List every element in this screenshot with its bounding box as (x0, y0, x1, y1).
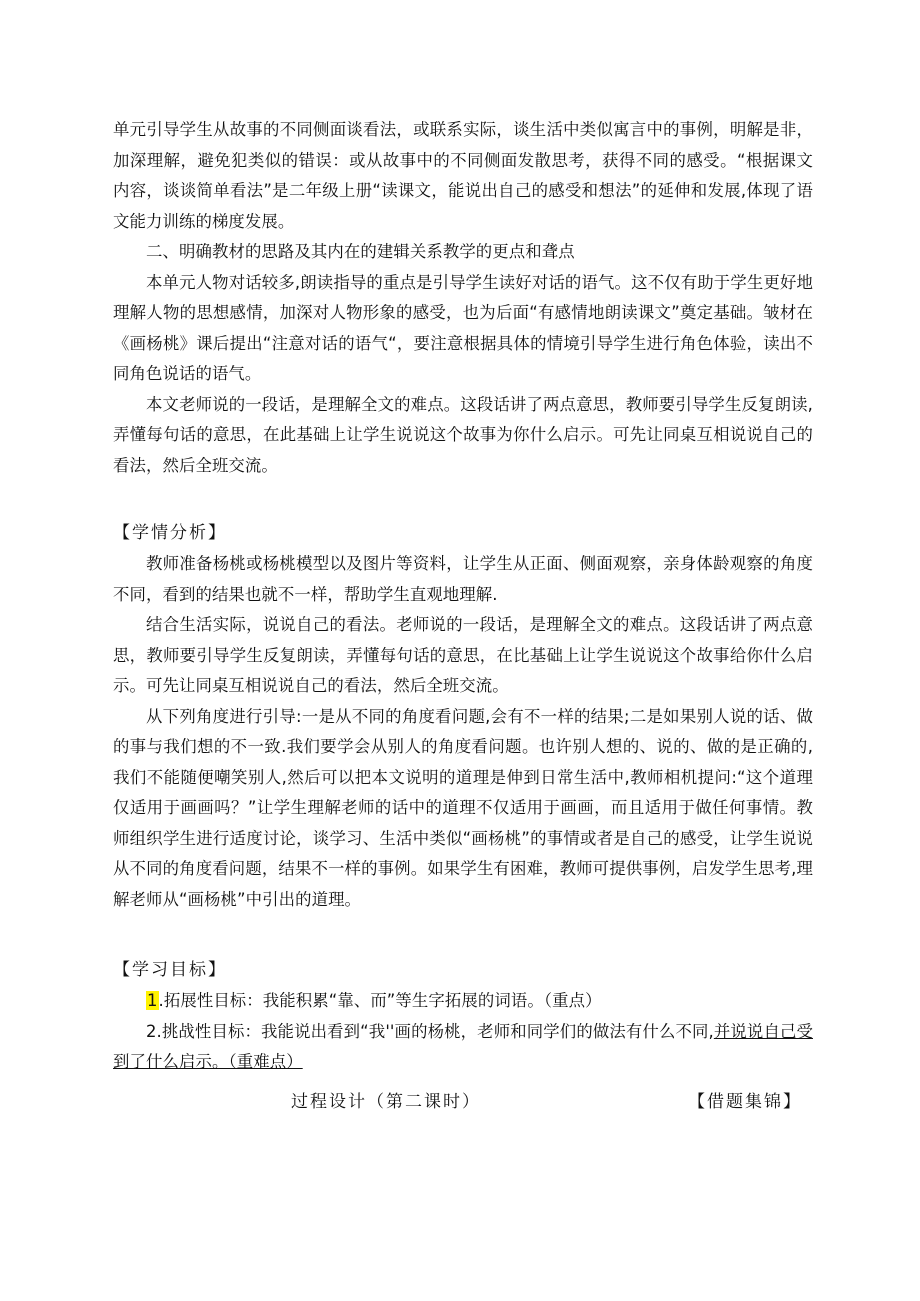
goal-2 (113, 1017, 813, 1078)
intro-section (113, 115, 813, 481)
goal-1 (113, 986, 813, 1017)
intro-paragraph-3: 本文老师说的一段话，是理解全文的难点。这段话讲了两点意思，教师要引导学生反复朗读,弄懂每句话的意思，在此基础上让学生说说这个故事为你什么启示。可先让同桌互相说说自己的看法，然后全班交流。 (113, 394, 813, 475)
process-design-title: 过程设计（第二课时） (291, 1092, 481, 1112)
learning-analysis-section (113, 549, 813, 915)
goal-1-text: .拓展性目标：我能积累“靠、而”等生字拓展的词语。（重点） (158, 991, 602, 1010)
footer-line (0, 1087, 920, 1117)
intro-paragraph-1: 单元引导学生从故事的不同侧面谈看法，或联系实际，谈生活中类似寓言中的事例，明解是非，加深理解，避免犯类似的错误：或从故事中的不同侧面发散思考，获得不同的感受。“根据课文内容，谈谈简单看法”是二年级上册“读课文，能说出自己的感受和想法”的延伸和发展,体现了语文能力训练的梯度发展。 (113, 120, 813, 231)
learning-analysis-title: 【学情分析】 (113, 523, 227, 543)
learning-goals-section (113, 986, 813, 1078)
intro-paragraph-2: 本单元人物对话较多,朗读指导的重点是引导学生读好对话的语气。这不仅有助于学生更好地理解人物的思想感情，加深对人物形象的感受，也为后面“有感情地朗读课文”奠定基础。皱材在《画杨桃》课后提出“注意对话的语气“，要注意根据具体的情境引导学生进行角色体验，读出不同角色说话的语气。 (113, 272, 813, 383)
analysis-paragraph-2: 结合生活实际，说说自己的看法。老师说的一段话，是理解全文的难点。这段话讲了两点意思，教师要引导学生反复朗读，弄懂每句话的意思，在比基础上让学生说说这个故事给你什么启示。可先让同桌互相说说自己的看法，然后全班交流。 (113, 615, 813, 695)
collection-title: 【借题集锦】 (688, 1092, 802, 1112)
analysis-paragraph-3: 从下列角度进行引导:一是从不同的角度看问题,会有不一样的结果;二是如果别人说的话、做的事与我们想的不一致.我们要学会从别人的角度看问题。也许别人想的、说的、做的是正确的,我们不能随便嘲笑别人,然后可以把本文说明的道理是伸到日常生活中,教师相机提问:“这个道理仅适用于画画吗？”让学生理解老师的话中的道理不仅适用于画画，而且适用于做任何事情。教师组织学生进行适度讨论，谈学习、生活中类似“画杨桃”的事情或者是自己的感受，让学生说说从不同的角度看问题，结果不一样的事例。如果学生有困难，教师可提供事例，启发学生思考,理解老师从“画杨桃”中引出的道理。 (113, 706, 813, 909)
goal-2-underlined-text: 并说说自己受到了什么启示。（重难点） (113, 1021, 813, 1071)
goal-2-text: 2.挑战性目标：我能说出看到“我''画的杨桃，老师和同学们的做法有什么不同, (146, 1021, 714, 1041)
section-heading-2: 二、明确教材的思路及其内在的建辑关系教学的更点和聋点 (146, 242, 575, 261)
goal-1-number: 1 (147, 991, 158, 1010)
learning-goals-title: 【学习目标】 (113, 960, 227, 980)
analysis-paragraph-1: 教师准备杨桃或杨桃模型以及图片等资料，让学生从正面、侧面观察，亲身体龄观察的角度不同，看到的结果也就不一样，帮助学生直观地理解. (113, 554, 813, 604)
